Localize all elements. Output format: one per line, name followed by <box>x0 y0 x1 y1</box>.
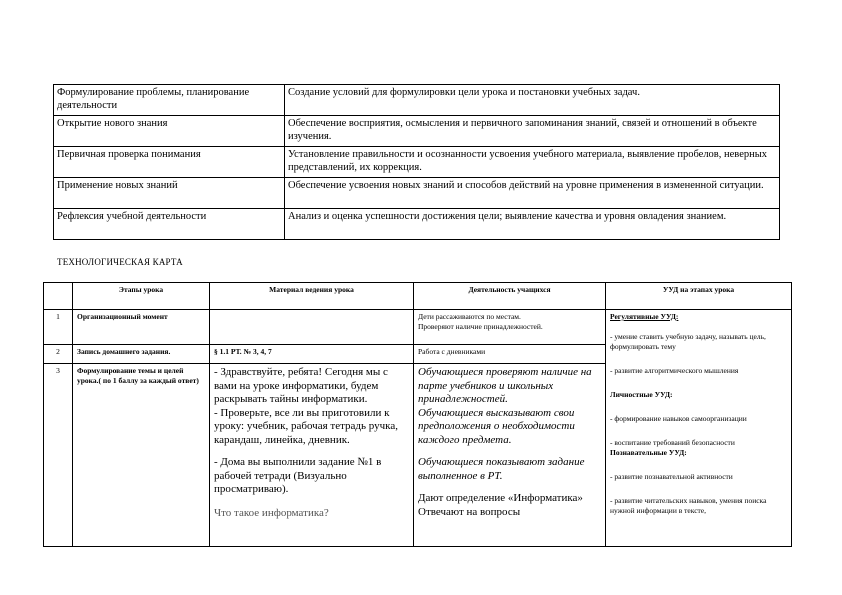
row-activity: Работа с дневниками <box>414 345 606 364</box>
row-stage: Формулирование темы и целей урока.( по 1 баллу за каждый ответ) <box>73 364 210 547</box>
uud-line: - умение ставить учебную задачу, называть цель, формулировать тему <box>610 332 766 351</box>
activity-line: Дети рассаживаются по местам. <box>418 312 521 321</box>
table-row <box>54 147 780 178</box>
header-uud: УУД на этапах урока <box>606 283 792 310</box>
header-material: Материал ведения урока <box>210 283 414 310</box>
material-paragraph: - Проверьте, все ли вы приготовили к уроку: учебник, рабочая тетрадь ручка, карандаш, линейка, дневник. <box>214 406 398 446</box>
uud-line: - формирование навыков самоорганизации <box>610 414 747 423</box>
stage-goal: Обеспечение восприятия, осмысления и первичного запоминания знаний, связей и отношений в объекте изучения. <box>285 116 780 147</box>
uud-line: - развитие познавательной активности <box>610 472 733 481</box>
row-number: 1 <box>44 310 73 345</box>
row-stage: Организационный момент <box>73 310 210 345</box>
stage-name: Рефлексия учебной деятельности <box>54 209 285 240</box>
table-header-row <box>44 283 792 310</box>
material-paragraph: - Дома вы выполнили задание №1 в рабочей тетради (Визуально просматриваю). <box>214 456 382 495</box>
row-number: 3 <box>44 364 73 547</box>
row-material <box>210 364 414 547</box>
activity-paragraph: Дают определение «Информатика» Отвечают на вопросы <box>418 492 583 518</box>
row-activity <box>414 364 606 547</box>
activity-line: Проверяют наличие принадлежностей. <box>418 322 543 331</box>
material-paragraph: - Здравствуйте, ребята! Сегодня мы с вами на уроке информатики, будем раскрывать тайны информатики. <box>214 366 388 405</box>
row-material <box>210 310 414 345</box>
row-activity <box>414 310 606 345</box>
table-row <box>44 310 792 345</box>
uud-cognitive-title: Познавательные УУД: <box>610 448 687 457</box>
stage-goal: Создание условий для формулировки цели урока и постановки учебных задач. <box>285 85 780 116</box>
tech-map-table <box>43 282 792 547</box>
uud-regulative-title: Регулятивные УУД: <box>610 312 679 321</box>
tech-map-title: ТЕХНОЛОГИЧЕСКАЯ КАРТА <box>57 257 183 267</box>
stage-goal: Обеспечение усвоения новых знаний и способов действий на уровне применения в измененной ситуации. <box>285 178 780 209</box>
uud-line: - воспитание требований безопасности <box>610 438 735 447</box>
stage-goal: Установление правильности и осознанности усвоения учебного материала, выявление пробелов, неверных представлений, их коррекция. <box>285 147 780 178</box>
stages-table <box>53 84 780 240</box>
table-row <box>54 85 780 116</box>
stage-name: Применение новых знаний <box>54 178 285 209</box>
stage-name: Первичная проверка понимания <box>54 147 285 178</box>
uud-personal-title: Личностные УУД: <box>610 390 673 399</box>
uud-line: - развитие алгоритмического мышления <box>610 366 739 375</box>
activity-paragraph: Обучающиеся показывают задание выполненное в РТ. <box>418 456 585 482</box>
row-stage: Запись домашнего задания. <box>73 345 210 364</box>
table-row <box>54 116 780 147</box>
row-material: § 1.1 РТ. № 3, 4, 7 <box>210 345 414 364</box>
header-activity: Деятельность учащихся <box>414 283 606 310</box>
activity-paragraph: Обучающиеся высказывают свои предположения о необходимости каждого предмета. <box>418 406 575 446</box>
uud-line: - развитие читательских навыков, умения поиска нужной информации в тексте, <box>610 496 767 515</box>
stage-goal: Анализ и оценка успешности достижения цели; выявление качества и уровня овладения знанием. <box>285 209 780 240</box>
header-stages: Этапы урока <box>73 283 210 310</box>
row-number: 2 <box>44 345 73 364</box>
table-row <box>54 209 780 240</box>
header-num <box>44 283 73 310</box>
table-row <box>54 178 780 209</box>
stage-name: Формулирование проблемы, планирование деятельности <box>54 85 285 116</box>
row-uud <box>606 310 792 547</box>
stage-name: Открытие нового знания <box>54 116 285 147</box>
material-question: Что такое информатика? <box>214 506 329 519</box>
activity-paragraph: Обучающиеся проверяют наличие на парте учебников и школьных принадлежностей. <box>418 366 592 405</box>
